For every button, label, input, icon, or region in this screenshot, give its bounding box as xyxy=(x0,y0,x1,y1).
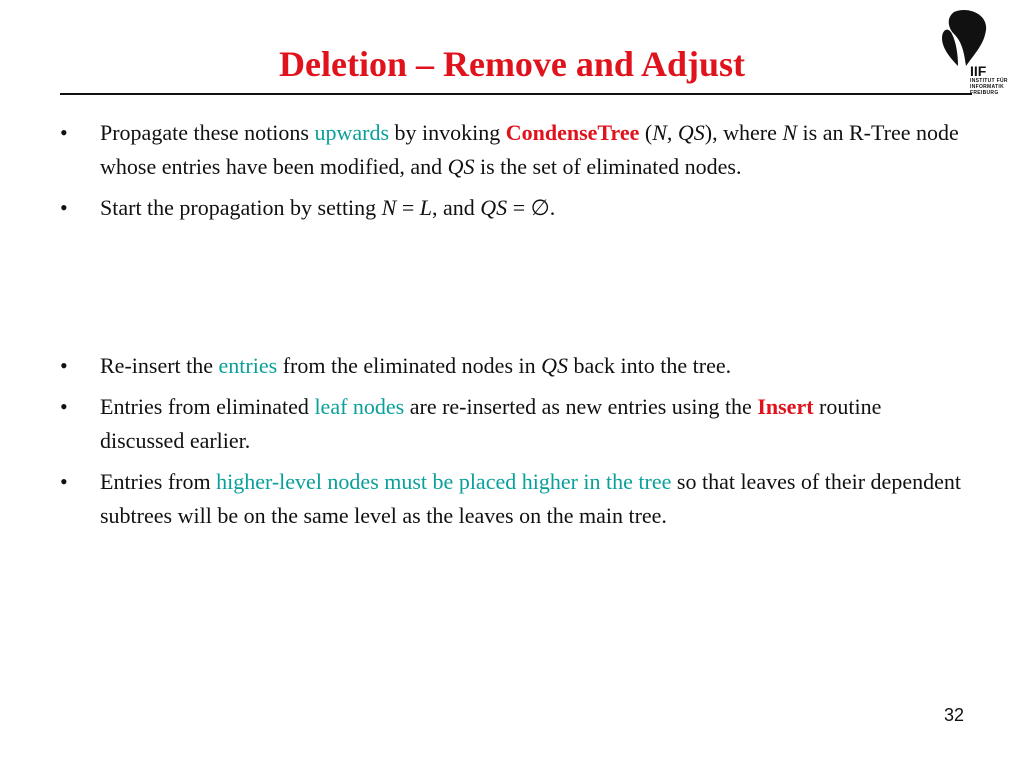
logo-wordmark: IIF xyxy=(970,63,987,79)
slide-title: Deletion – Remove and Adjust xyxy=(279,44,745,84)
highlight-leaf-nodes: leaf nodes xyxy=(314,394,405,419)
bullet-item: • Propagate these notions upwards by invoking CondenseTree (N, QS), where N is an R-Tree node whose entries have been modified, and QS is the set of eliminated nodes. xyxy=(60,116,970,184)
page-number: 32 xyxy=(943,705,964,725)
bullet-item: • Start the propagation by setting N = L, and QS = ∅. xyxy=(60,191,970,225)
highlight-upwards: upwards xyxy=(314,120,390,145)
title-divider xyxy=(60,93,972,95)
logo-subline: INSTITUT FÜR INFORMATIK FREIBURG xyxy=(970,78,1008,96)
bullet-list-top xyxy=(60,116,970,232)
bullet-list-bottom xyxy=(60,349,970,540)
bullet-item: • Entries from eliminated leaf nodes are re-inserted as new entries using the Insert routine discussed earlier. xyxy=(60,390,970,458)
bullet-item: • Re-insert the entries from the eliminated nodes in QS back into the tree. xyxy=(60,349,970,383)
iif-logo xyxy=(936,8,1008,96)
highlight-higher-level-nodes: higher-level nodes must be placed higher in the tree xyxy=(216,469,672,494)
highlight-entries: entries xyxy=(218,353,278,378)
keyword-insert: Insert xyxy=(757,394,814,419)
bullet-item: • Entries from higher-level nodes must be placed higher in the tree so that leaves of their dependent subtrees will be on the same level as the leaves on the main tree. xyxy=(60,465,970,533)
university-seal-icon xyxy=(936,8,992,68)
keyword-condensetree: CondenseTree xyxy=(505,120,640,145)
